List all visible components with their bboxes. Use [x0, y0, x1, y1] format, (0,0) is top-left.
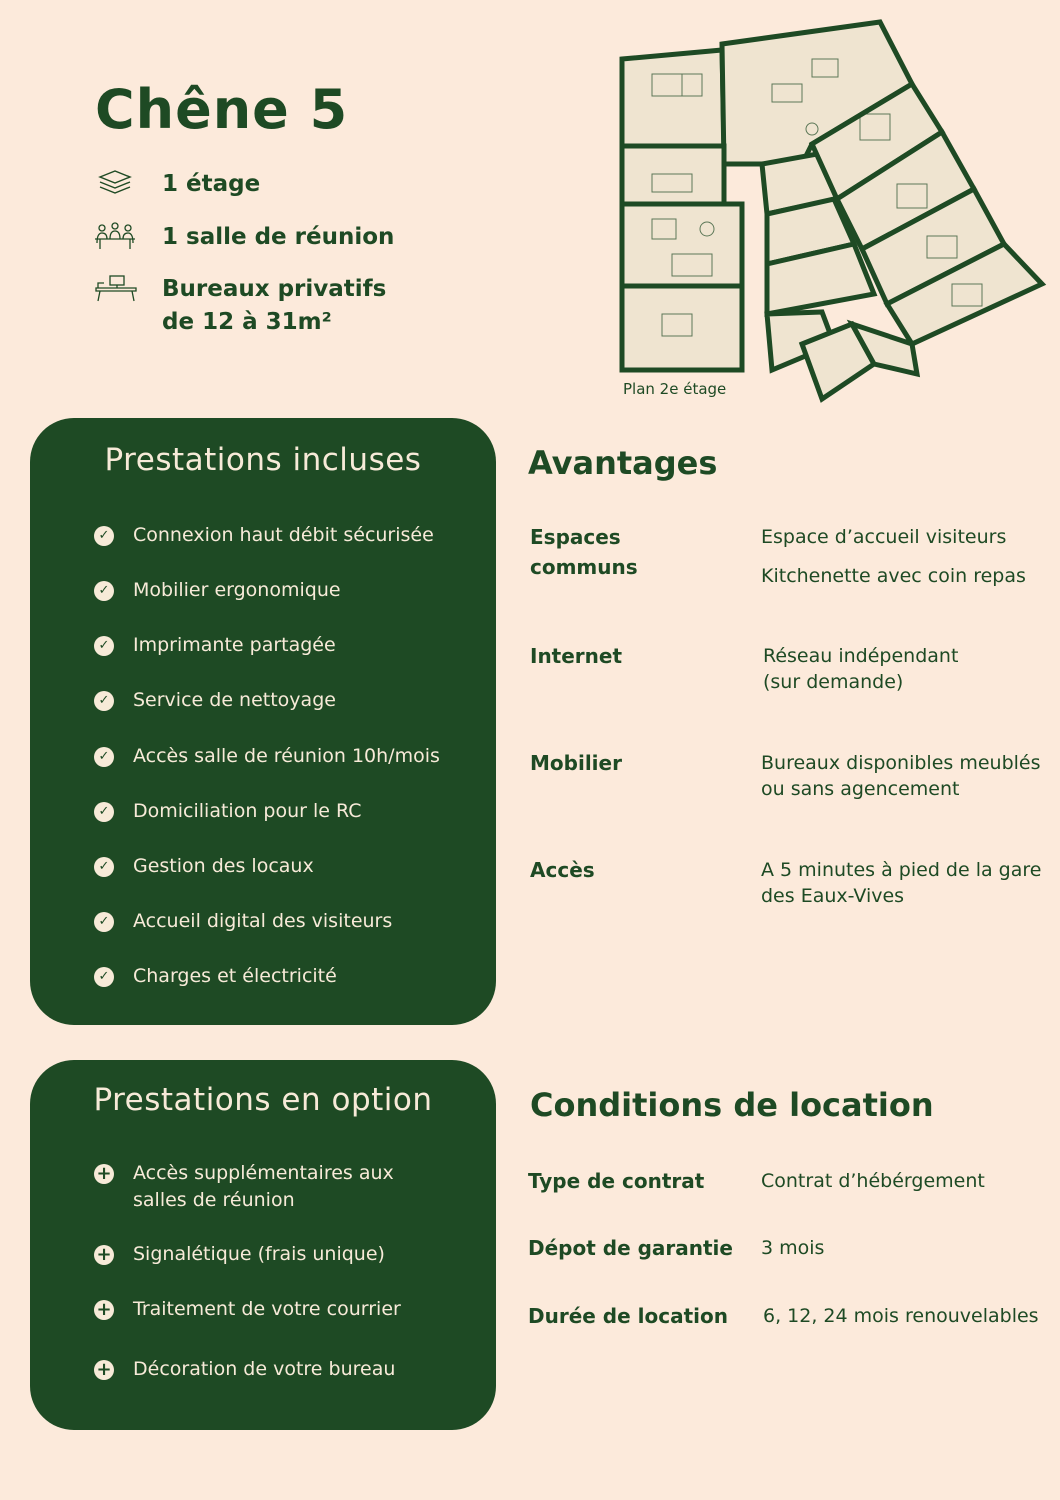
list-item-label: Mobilier ergonomique	[133, 579, 341, 601]
plus-circle-icon: +	[94, 1245, 114, 1265]
list-item-label: Accueil digital des visiteurs	[133, 910, 393, 932]
meeting-icon	[92, 221, 138, 251]
plus-circle-icon: +	[94, 1360, 114, 1380]
feature-offices	[92, 273, 392, 339]
check-bullet-icon: ✓	[94, 912, 114, 932]
check-bullet-icon: ✓	[94, 857, 114, 877]
condition-label: Dépot de garantie	[528, 1236, 733, 1260]
feature-text: 1 étage	[162, 171, 261, 197]
check-bullet-icon: ✓	[94, 526, 114, 546]
feature-floors	[92, 168, 260, 201]
list-item-label: Signalétique (frais unique)	[133, 1243, 385, 1265]
check-bullet-icon: ✓	[94, 802, 114, 822]
list-item-label: Décoration de votre bureau	[133, 1358, 396, 1380]
conditions-title: Conditions de location	[530, 1086, 934, 1124]
advantage-value: Bureaux disponibles meublés ou sans agencement	[761, 752, 1041, 800]
included-services-panel	[30, 418, 496, 1025]
condition-value: 3 mois	[761, 1237, 825, 1259]
list-item-label: Charges et électricité	[133, 965, 337, 987]
list-item	[94, 963, 337, 990]
list-item	[94, 908, 392, 935]
list-item-label: Imprimante partagée	[133, 634, 336, 656]
list-item-label: Accès salle de réunion 10h/mois	[133, 745, 440, 767]
list-item	[94, 1356, 395, 1383]
plus-circle-icon: +	[94, 1300, 114, 1320]
list-item	[94, 1160, 394, 1214]
list-item	[94, 632, 336, 659]
desk-icon	[92, 273, 138, 303]
list-item	[94, 853, 314, 880]
condition-label: Type de contrat	[528, 1169, 705, 1193]
check-bullet-icon: ✓	[94, 967, 114, 987]
plan-caption: Plan 2e étage	[623, 380, 727, 398]
advantage-value: Espace d’accueil visiteurs	[761, 526, 1007, 548]
list-item	[94, 798, 362, 825]
list-item	[94, 522, 434, 549]
advantage-label: Internet	[530, 644, 623, 668]
feature-text: 1 salle de réunion	[162, 224, 395, 250]
list-item-label: Domiciliation pour le RC	[133, 800, 362, 822]
advantage-value: Kitchenette avec coin repas	[761, 565, 1026, 587]
advantage-value: Réseau indépendant (sur demande)	[763, 645, 959, 693]
list-item-label: Service de nettoyage	[133, 689, 336, 711]
check-bullet-icon: ✓	[94, 581, 114, 601]
advantages-title: Avantages	[528, 444, 718, 482]
list-item	[94, 743, 440, 770]
condition-value: 6, 12, 24 mois renouvelables	[763, 1305, 1039, 1327]
included-title: Prestations incluses	[104, 442, 422, 478]
list-item	[94, 687, 336, 714]
check-bullet-icon: ✓	[94, 747, 114, 767]
options-title: Prestations en option	[93, 1082, 433, 1118]
check-bullet-icon: ✓	[94, 691, 114, 711]
feature-meeting-room	[92, 221, 394, 254]
list-item	[94, 577, 341, 604]
list-item	[94, 1241, 385, 1268]
advantage-value: A 5 minutes à pied de la gare des Eaux-Vives	[761, 859, 1042, 907]
layers-icon	[92, 168, 138, 198]
advantage-label: Mobilier	[530, 751, 622, 775]
list-item-label: Traitement de votre courrier	[133, 1298, 401, 1320]
optional-services-panel	[30, 1060, 496, 1430]
advantage-label: Espaces communs	[530, 525, 638, 579]
condition-label: Durée de location	[528, 1304, 728, 1328]
plus-circle-icon: +	[94, 1164, 114, 1184]
list-item-label: Gestion des locaux	[133, 855, 314, 877]
list-item-label: Connexion haut débit sécurisée	[133, 524, 434, 546]
floor-plan-image	[612, 14, 1052, 406]
list-item	[94, 1296, 401, 1323]
advantage-label: Accès	[530, 858, 595, 882]
feature-text: Bureaux privatifs de 12 à 31m²	[162, 276, 387, 335]
page-title: Chêne 5	[95, 78, 349, 141]
check-bullet-icon: ✓	[94, 636, 114, 656]
condition-value: Contrat d’hébérgement	[761, 1170, 985, 1192]
list-item-label: Accès supplémentaires aux salles de réunion	[133, 1162, 394, 1211]
